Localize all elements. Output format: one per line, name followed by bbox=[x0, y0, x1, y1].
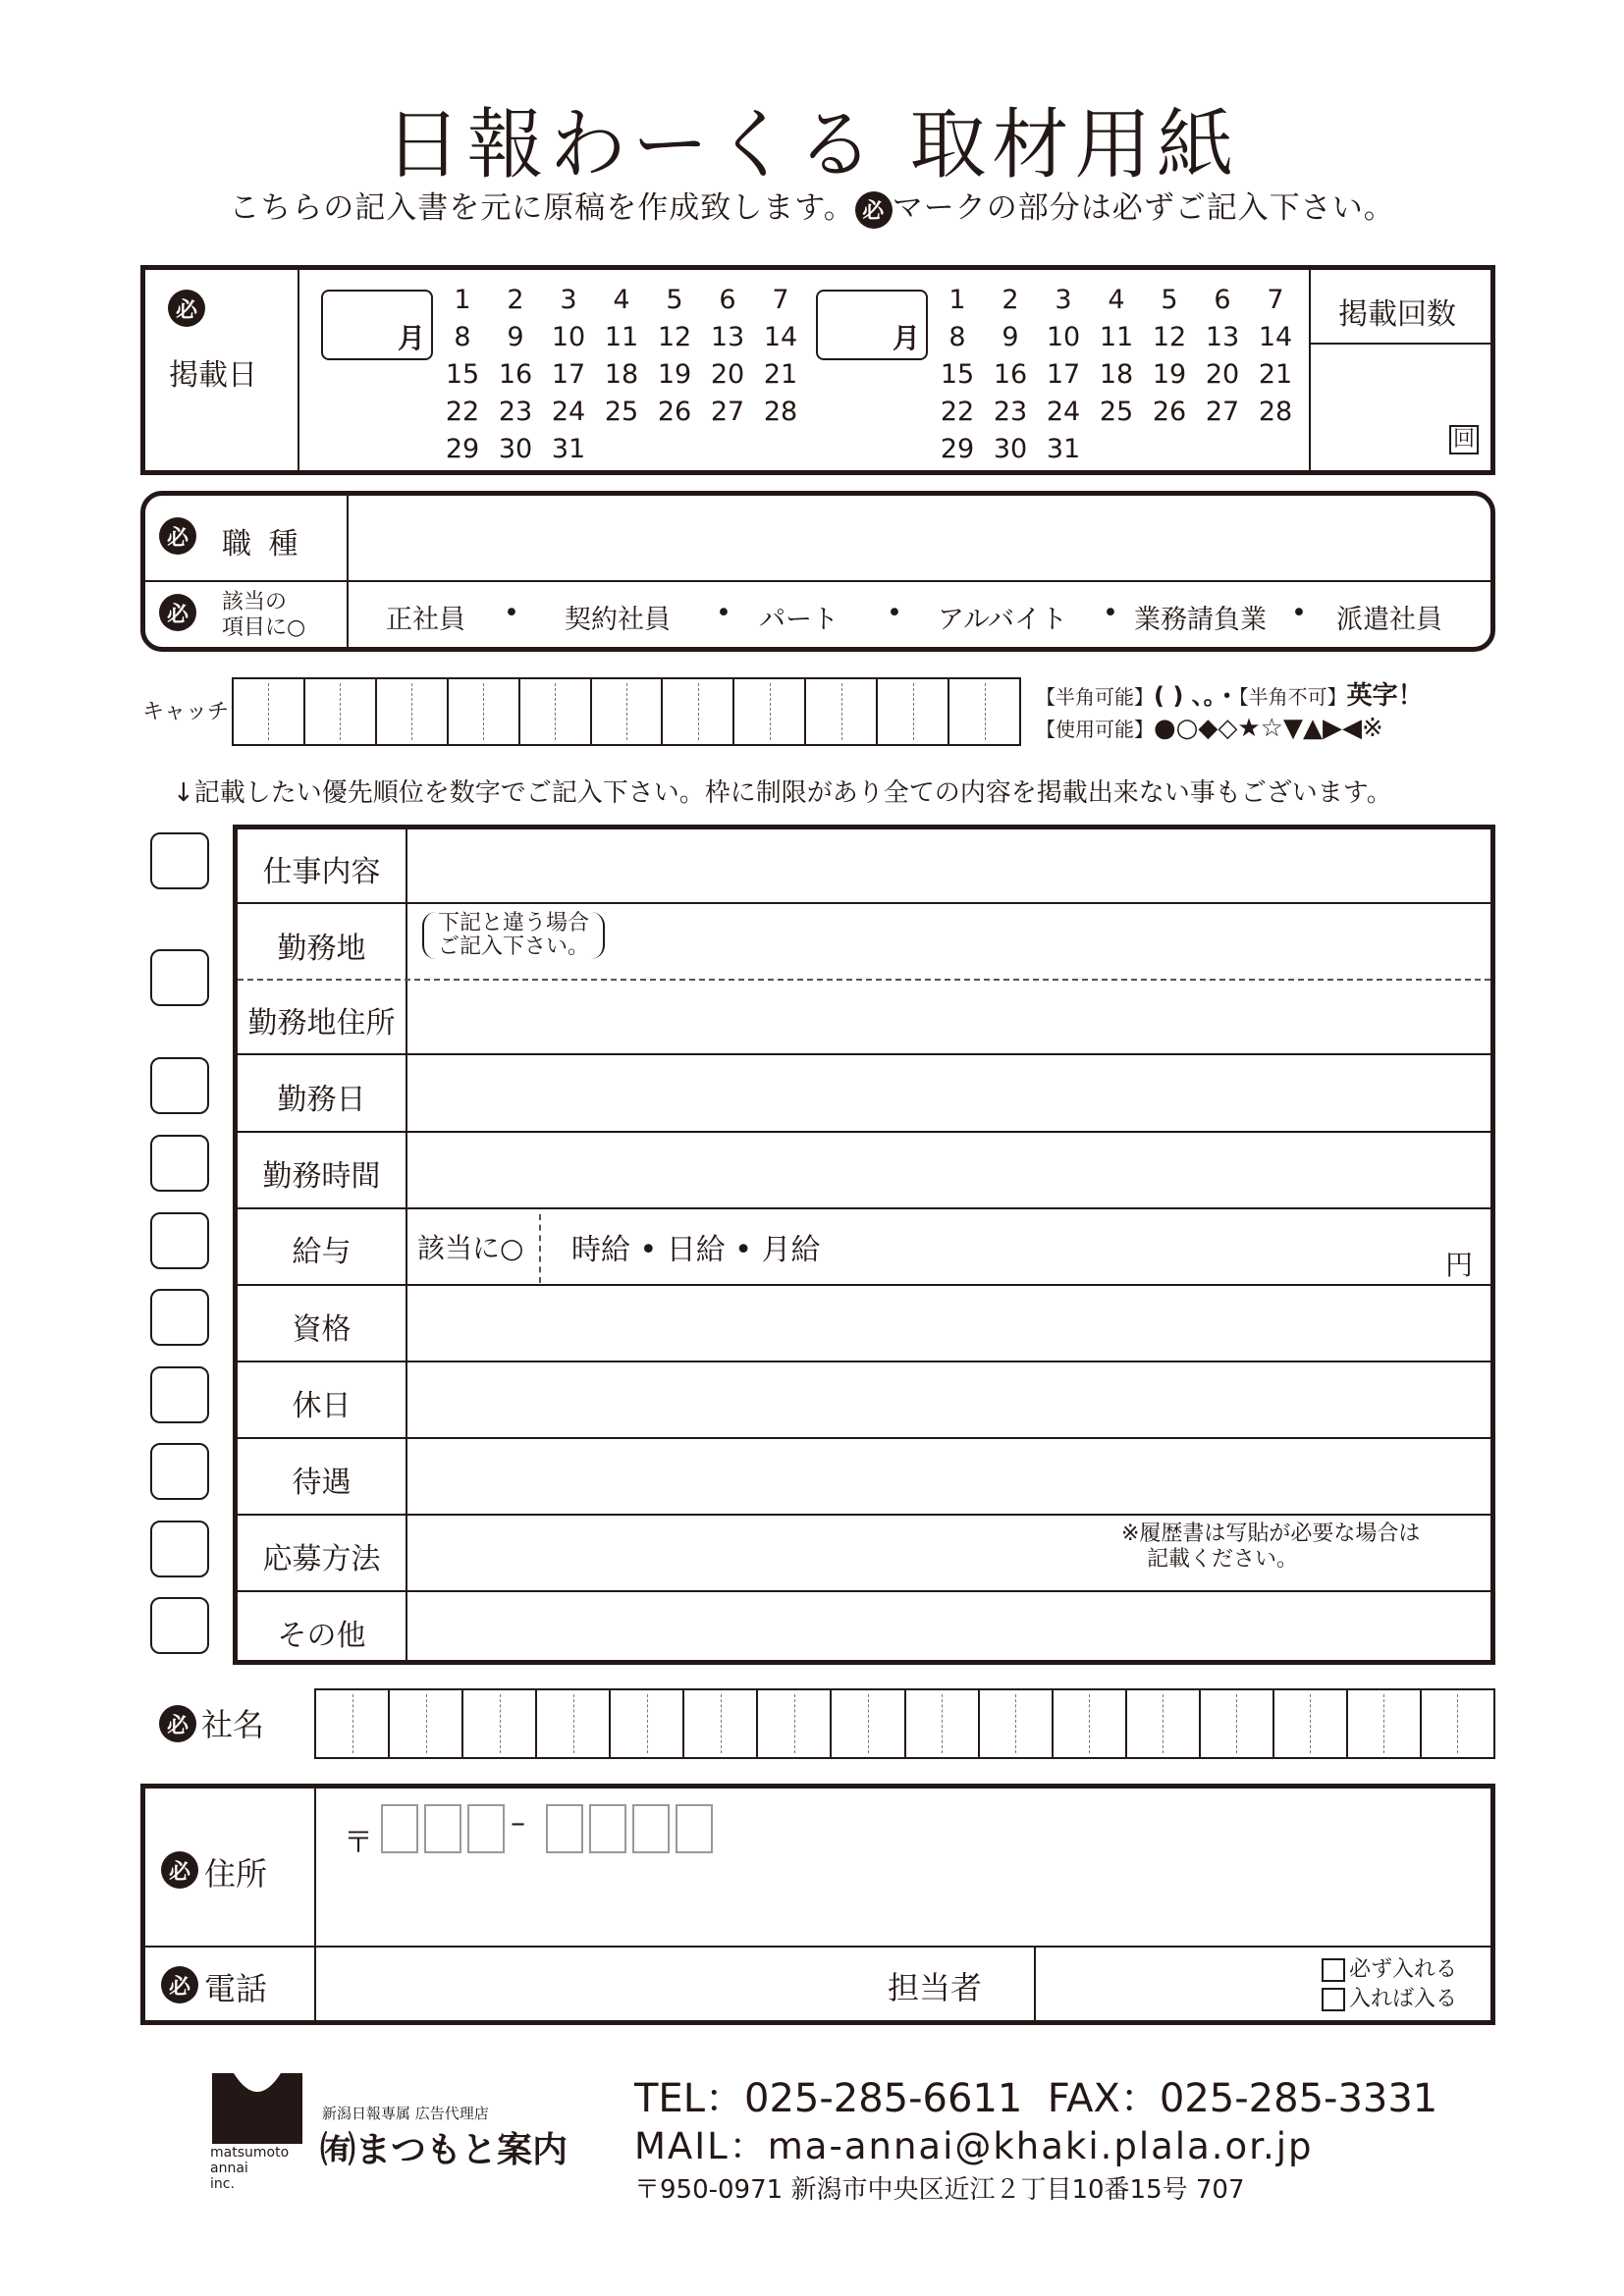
work-address-label: 勤務地住所 bbox=[247, 1006, 396, 1041]
calendar-day[interactable]: 3 bbox=[560, 285, 577, 315]
job-type-label: 職 種 bbox=[222, 527, 302, 561]
calendar-day[interactable]: 9 bbox=[507, 322, 524, 352]
calendar-day[interactable]: 17 bbox=[551, 359, 586, 390]
calendar-day[interactable]: 19 bbox=[1152, 359, 1187, 390]
calendar-day[interactable]: 15 bbox=[940, 359, 975, 390]
calendar-day[interactable]: 16 bbox=[993, 359, 1028, 390]
priority-box[interactable] bbox=[150, 1597, 209, 1654]
calendar-day[interactable]: 30 bbox=[498, 434, 533, 464]
checkbox[interactable] bbox=[1322, 1958, 1345, 1982]
calendar-day[interactable]: 18 bbox=[1099, 359, 1134, 390]
calendar-day[interactable]: 25 bbox=[604, 397, 639, 427]
zip-digit-box[interactable] bbox=[632, 1804, 670, 1853]
zip-digit-box[interactable] bbox=[676, 1804, 713, 1853]
apply-label: 応募方法 bbox=[262, 1542, 381, 1576]
work-content-label: 仕事内容 bbox=[262, 855, 381, 889]
calendar-day[interactable]: 24 bbox=[1046, 397, 1081, 427]
calendar-day[interactable]: 29 bbox=[940, 434, 975, 464]
calendar-day[interactable]: 5 bbox=[1161, 285, 1178, 315]
calendar-day[interactable]: 19 bbox=[657, 359, 692, 390]
calendar-day[interactable]: 4 bbox=[1108, 285, 1125, 315]
calendar-day[interactable]: 5 bbox=[666, 285, 683, 315]
char-cell[interactable] bbox=[303, 679, 375, 744]
month-label: 月 bbox=[892, 322, 920, 354]
work-place-label: 勤務地 bbox=[277, 932, 366, 966]
calendar-day[interactable]: 11 bbox=[604, 322, 639, 352]
other-label: その他 bbox=[277, 1619, 366, 1653]
char-cell[interactable] bbox=[590, 679, 662, 744]
calendar-day[interactable]: 7 bbox=[1267, 285, 1284, 315]
priority-box[interactable] bbox=[150, 1212, 209, 1269]
calendar-day[interactable]: 3 bbox=[1055, 285, 1072, 315]
calendar-day[interactable]: 8 bbox=[454, 322, 471, 352]
calendar-day[interactable]: 23 bbox=[498, 397, 533, 427]
job-option[interactable]: アルバイト bbox=[938, 605, 1068, 635]
must-mark-icon: 必 bbox=[159, 517, 196, 555]
zip-mark: 〒 bbox=[344, 1826, 373, 1860]
calendar-day[interactable]: 14 bbox=[763, 322, 798, 352]
calendar-day[interactable]: 28 bbox=[1258, 397, 1293, 427]
logo-text: matsumoto annai inc. bbox=[210, 2145, 290, 2192]
zip-digit-box[interactable] bbox=[381, 1804, 418, 1853]
priority-box[interactable] bbox=[150, 1366, 209, 1423]
char-cell[interactable] bbox=[388, 1690, 461, 1757]
calendar-day[interactable]: 27 bbox=[1205, 397, 1240, 427]
job-section bbox=[140, 491, 1495, 652]
calendar-day[interactable]: 14 bbox=[1258, 322, 1293, 352]
job-option[interactable]: パート bbox=[759, 605, 839, 635]
calendar-day[interactable]: 28 bbox=[763, 397, 798, 427]
char-cell[interactable] bbox=[904, 1690, 978, 1757]
calendar-day[interactable]: 9 bbox=[1001, 322, 1019, 352]
calendar-day[interactable]: 31 bbox=[1046, 434, 1081, 464]
char-cell[interactable] bbox=[1199, 1690, 1272, 1757]
calendar-day[interactable]: 12 bbox=[1152, 322, 1187, 352]
char-cell[interactable] bbox=[1272, 1690, 1346, 1757]
agency-label: 新潟日報専属 広告代理店 bbox=[322, 2105, 489, 2122]
calendar-day[interactable]: 21 bbox=[1258, 359, 1293, 390]
must-mark-icon: 必 bbox=[159, 594, 196, 631]
apply-note: ※履歴書は写貼が必要な場合は 記載ください。 bbox=[1121, 1522, 1421, 1572]
contact-label: 担当者 bbox=[888, 1969, 983, 2006]
schedule-label: 掲載日 bbox=[169, 358, 257, 393]
company-input[interactable] bbox=[314, 1688, 1495, 1759]
calendar-2[interactable] bbox=[931, 282, 1302, 468]
calendar-day[interactable]: 1 bbox=[454, 285, 471, 315]
char-cell[interactable] bbox=[978, 1690, 1052, 1757]
calendar-day[interactable]: 24 bbox=[551, 397, 586, 427]
calendar-day[interactable]: 20 bbox=[710, 359, 745, 390]
salary-select-label: 該当に○ bbox=[417, 1232, 524, 1264]
address-input[interactable] bbox=[322, 1861, 1490, 1940]
calendar-day[interactable]: 8 bbox=[948, 322, 966, 352]
calendar-day[interactable]: 26 bbox=[657, 397, 692, 427]
calendar-day[interactable]: 15 bbox=[445, 359, 480, 390]
contact-address: 〒950-0971 新潟市中央区近江２丁目10番15号 707 bbox=[634, 2175, 1245, 2205]
char-cell[interactable] bbox=[876, 679, 947, 744]
priority-box[interactable] bbox=[150, 1443, 209, 1500]
char-cell[interactable] bbox=[1420, 1690, 1493, 1757]
address-label: 住所 bbox=[204, 1855, 268, 1893]
zip-dash: – bbox=[511, 1806, 525, 1841]
work-place-note: 下記と違う場合 ご記入下さい。 bbox=[422, 912, 605, 959]
priority-note: ↓記載したい優先順位を数字でご記入下さい。枠に制限があり全ての内容を掲載出来ない事もございます。 bbox=[173, 778, 1392, 808]
salary-unit: 円 bbox=[1444, 1249, 1473, 1281]
priority-box[interactable] bbox=[150, 1135, 209, 1192]
salary-options[interactable]: 時給 • 日給 • 月給 bbox=[571, 1233, 821, 1267]
must-mark-icon: 必 bbox=[161, 1966, 198, 2003]
company-logo-icon bbox=[212, 2073, 302, 2144]
char-cell[interactable] bbox=[1346, 1690, 1420, 1757]
calendar-day[interactable]: 4 bbox=[613, 285, 630, 315]
priority-box[interactable] bbox=[150, 832, 209, 889]
must-mark-icon: 必 bbox=[168, 290, 205, 327]
catch-label: キャッチ bbox=[142, 700, 230, 724]
calendar-day[interactable]: 13 bbox=[710, 322, 745, 352]
calendar-day[interactable]: 22 bbox=[445, 397, 480, 427]
job-option[interactable]: 業務請負業 bbox=[1134, 605, 1267, 635]
zip-digit-box[interactable] bbox=[589, 1804, 626, 1853]
calendar-day[interactable]: 30 bbox=[993, 434, 1028, 464]
calendar-day[interactable]: 1 bbox=[948, 285, 966, 315]
must-mark-icon: 必 bbox=[161, 1851, 198, 1889]
calendar-day[interactable]: 17 bbox=[1046, 359, 1081, 390]
calendar-day[interactable]: 27 bbox=[710, 397, 745, 427]
must-mark-icon: 必 bbox=[159, 1705, 196, 1742]
calendar-day[interactable]: 26 bbox=[1152, 397, 1187, 427]
qualification-label: 資格 bbox=[292, 1312, 352, 1347]
char-cell[interactable] bbox=[1125, 1690, 1199, 1757]
calendar-day[interactable]: 31 bbox=[551, 434, 586, 464]
checkbox[interactable] bbox=[1322, 1988, 1345, 2011]
char-cell[interactable] bbox=[609, 1690, 682, 1757]
calendar-day[interactable]: 22 bbox=[940, 397, 975, 427]
calendar-day[interactable]: 2 bbox=[1001, 285, 1019, 315]
zip-digit-box[interactable] bbox=[424, 1804, 461, 1853]
calendar-day[interactable]: 23 bbox=[993, 397, 1028, 427]
priority-box[interactable] bbox=[150, 1521, 209, 1577]
salary-label: 給与 bbox=[292, 1235, 352, 1269]
work-hours-label: 勤務時間 bbox=[262, 1159, 381, 1194]
char-cell[interactable] bbox=[732, 679, 804, 744]
char-cell[interactable] bbox=[234, 679, 303, 744]
phone-label: 電話 bbox=[204, 1970, 268, 2007]
zip-digit-box[interactable] bbox=[467, 1804, 505, 1853]
subtitle-text-2: マークの部分は必ずご記入下さい。 bbox=[892, 190, 1395, 226]
details-table bbox=[233, 825, 1495, 1665]
agency-name: ㈲まつもと案内 bbox=[320, 2130, 568, 2170]
address-section bbox=[140, 1784, 1495, 2025]
subtitle-text-1: こちらの記入書を元に原稿を作成致します。 bbox=[229, 190, 855, 226]
priority-box[interactable] bbox=[150, 1289, 209, 1346]
char-cell[interactable] bbox=[447, 679, 518, 744]
zip-digit-box[interactable] bbox=[546, 1804, 583, 1853]
char-cell[interactable] bbox=[1052, 1690, 1125, 1757]
calendar-day[interactable]: 12 bbox=[657, 322, 692, 352]
calendar-1[interactable] bbox=[436, 282, 807, 468]
must-mark-icon: 必 bbox=[855, 191, 893, 229]
subtitle bbox=[0, 183, 1624, 229]
job-type-input[interactable] bbox=[352, 496, 1490, 580]
char-cell[interactable] bbox=[535, 1690, 609, 1757]
month-label: 月 bbox=[397, 322, 425, 354]
calendar-day[interactable]: 25 bbox=[1099, 397, 1134, 427]
phone-input[interactable] bbox=[322, 1950, 872, 2019]
calendar-day[interactable]: 7 bbox=[772, 285, 789, 315]
char-cell[interactable] bbox=[756, 1690, 830, 1757]
benefits-label: 待遇 bbox=[292, 1466, 352, 1500]
calendar-day[interactable]: 20 bbox=[1205, 359, 1240, 390]
phone-options: 必ず入れる 入れば入る bbox=[1322, 1955, 1457, 2014]
char-cell[interactable] bbox=[518, 679, 590, 744]
catch-note-1: 【半角可能】( ) 、。・【半角不可】英字！ bbox=[1036, 681, 1424, 711]
char-cell[interactable] bbox=[316, 1690, 388, 1757]
catch-input[interactable] bbox=[232, 677, 1021, 746]
char-cell[interactable] bbox=[461, 1690, 535, 1757]
calendar-day[interactable]: 6 bbox=[1214, 285, 1231, 315]
month-input-1[interactable] bbox=[321, 290, 433, 360]
calendar-day[interactable]: 10 bbox=[551, 322, 586, 352]
calendar-day[interactable]: 6 bbox=[719, 285, 736, 315]
char-cell[interactable] bbox=[682, 1690, 756, 1757]
contact-mail[interactable]: MAIL：ma-annai@khaki.plala.or.jp bbox=[634, 2125, 1314, 2167]
count-label: 掲載回数 bbox=[1338, 297, 1456, 332]
page-title: 日報わーくる 取材用紙 bbox=[384, 101, 1240, 189]
job-option[interactable]: 正社員 bbox=[386, 605, 465, 635]
job-options: 正社員 • 契約社員 • パート • アルバイト • 業務請負業 • 派遣社員 bbox=[386, 598, 1454, 636]
calendar-day[interactable]: 21 bbox=[763, 359, 798, 390]
work-days-label: 勤務日 bbox=[277, 1083, 366, 1117]
char-cell[interactable] bbox=[830, 1690, 903, 1757]
calendar-day[interactable]: 16 bbox=[498, 359, 533, 390]
holidays-label: 休日 bbox=[292, 1389, 352, 1423]
job-select-label: 該当の 項目に○ bbox=[222, 590, 306, 640]
char-cell[interactable] bbox=[661, 679, 732, 744]
calendar-day[interactable]: 29 bbox=[445, 434, 480, 464]
contact-tel-fax: TEL：025-285-6611 FAX：025-285-3331 bbox=[634, 2076, 1438, 2121]
calendar-day[interactable]: 10 bbox=[1046, 322, 1081, 352]
month-input-2[interactable] bbox=[816, 290, 928, 360]
count-unit: 回 bbox=[1449, 425, 1479, 454]
char-cell[interactable] bbox=[947, 679, 1019, 744]
char-cell[interactable] bbox=[804, 679, 876, 744]
calendar-day[interactable]: 13 bbox=[1205, 322, 1240, 352]
job-option[interactable]: 派遣社員 bbox=[1336, 605, 1442, 635]
schedule-section bbox=[140, 265, 1495, 475]
contact-input[interactable] bbox=[1041, 1950, 1306, 2019]
priority-box[interactable] bbox=[150, 1057, 209, 1114]
calendar-day[interactable]: 11 bbox=[1099, 322, 1134, 352]
calendar-day[interactable]: 18 bbox=[604, 359, 639, 390]
priority-box[interactable] bbox=[150, 949, 209, 1006]
job-option[interactable]: 契約社員 bbox=[565, 605, 671, 635]
catch-note-2: 【使用可能】●○◆◇★☆▼▲▶◀※ bbox=[1036, 714, 1383, 743]
char-cell[interactable] bbox=[375, 679, 447, 744]
calendar-day[interactable]: 2 bbox=[507, 285, 524, 315]
company-label: 社名 bbox=[201, 1706, 265, 1743]
